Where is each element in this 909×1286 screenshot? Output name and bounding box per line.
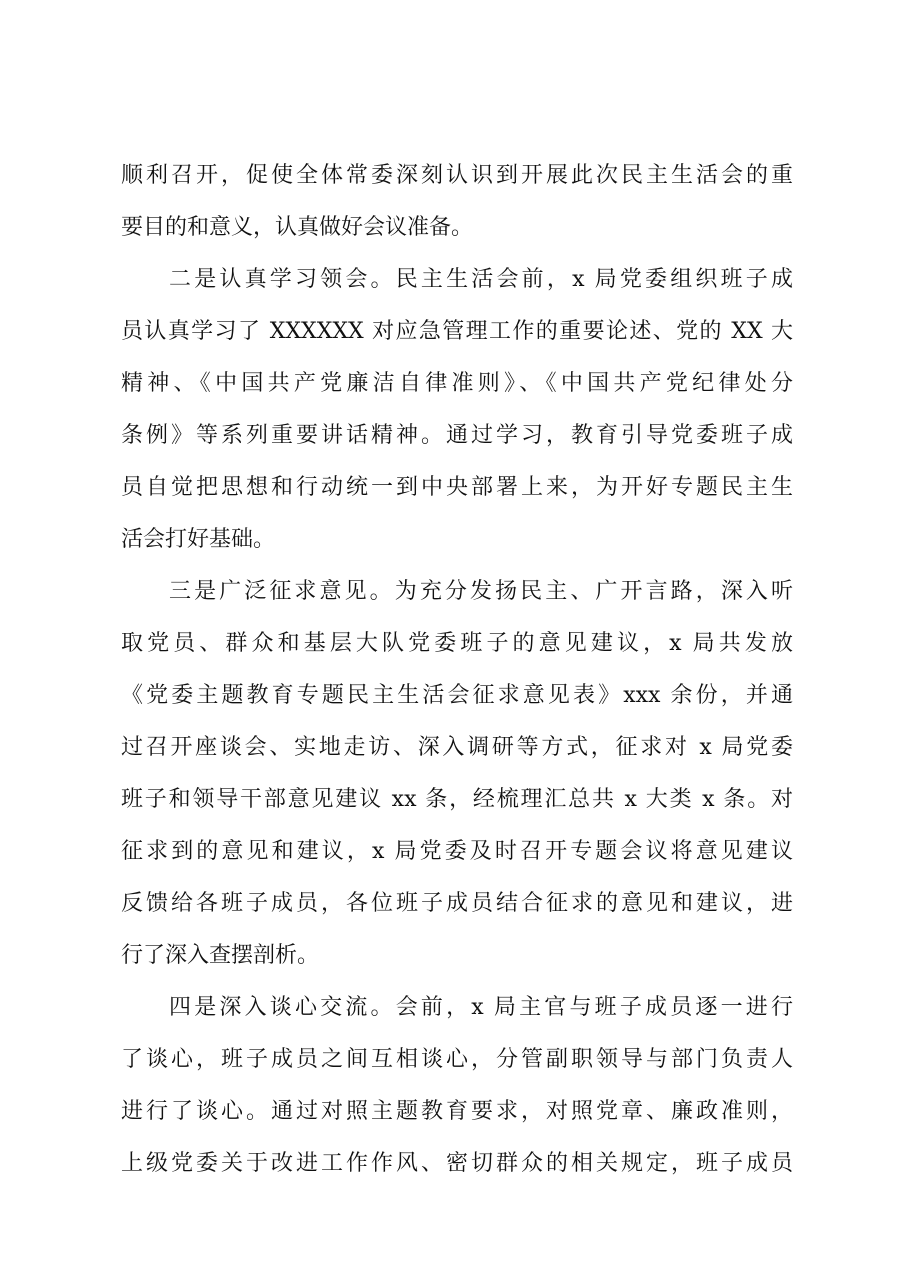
paragraph-4-line-3: 进行了谈心。通过对照主题教育要求，对照党章、廉政准则， xyxy=(121,1099,793,1124)
paragraph-3-line-3: 《党委主题教育专题民主生活会征求意见表》xxx 余份，并通 xyxy=(121,683,793,708)
paragraph-3-line-8: 行了深入查摆剖析。 xyxy=(121,943,320,968)
paragraph-4-line-1: 四是深入谈心交流。会前，x 局主官与班子成员逐一进行 xyxy=(169,995,793,1020)
paragraph-3-line-5: 班子和领导干部意见建议 xx 条，经梳理汇总共 x 大类 x 条。对 xyxy=(121,787,793,812)
paragraph-4-line-4: 上级党委关于改进工作作风、密切群众的相关规定，班子成员 xyxy=(121,1151,793,1176)
paragraph-3-line-7: 反馈给各班子成员，各位班子成员结合征求的意见和建议，进 xyxy=(121,891,793,916)
paragraph-3-line-1: 三是广泛征求意见。为充分发扬民主、广开言路，深入听 xyxy=(169,579,793,604)
paragraph-1-line-2: 要目的和意义，认真做好会议准备。 xyxy=(121,215,474,240)
paragraph-2-line-6: 活会打好基础。 xyxy=(121,527,276,552)
paragraph-4-line-2: 了谈心，班子成员之间互相谈心，分管副职领导与部门负责人 xyxy=(121,1047,793,1072)
paragraph-2-line-4: 条例》等系列重要讲话精神。通过学习，教育引导党委班子成 xyxy=(121,423,793,448)
paragraph-2-line-1: 二是认真学习领会。民主生活会前，x 局党委组织班子成 xyxy=(169,267,793,292)
paragraph-2-line-5: 员自觉把思想和行动统一到中央部署上来，为开好专题民主生 xyxy=(121,475,793,500)
paragraph-2-line-3: 精神、《中国共产党廉洁自律准则》、《中国共产党纪律处分 xyxy=(121,371,793,396)
paragraph-1-line-1: 顺利召开，促使全体常委深刻认识到开展此次民主生活会的重 xyxy=(121,163,793,188)
paragraph-2-line-2: 员认真学习了 XXXXXX 对应急管理工作的重要论述、党的 XX 大 xyxy=(121,319,793,344)
paragraph-3-line-6: 征求到的意见和建议，x 局党委及时召开专题会议将意见建议 xyxy=(121,839,793,864)
document-body xyxy=(121,150,793,1190)
paragraph-3-line-2: 取党员、群众和基层大队党委班子的意见建议，x 局共发放 xyxy=(121,631,793,656)
paragraph-3-line-4: 过召开座谈会、实地走访、深入调研等方式，征求对 x 局党委 xyxy=(121,735,793,760)
